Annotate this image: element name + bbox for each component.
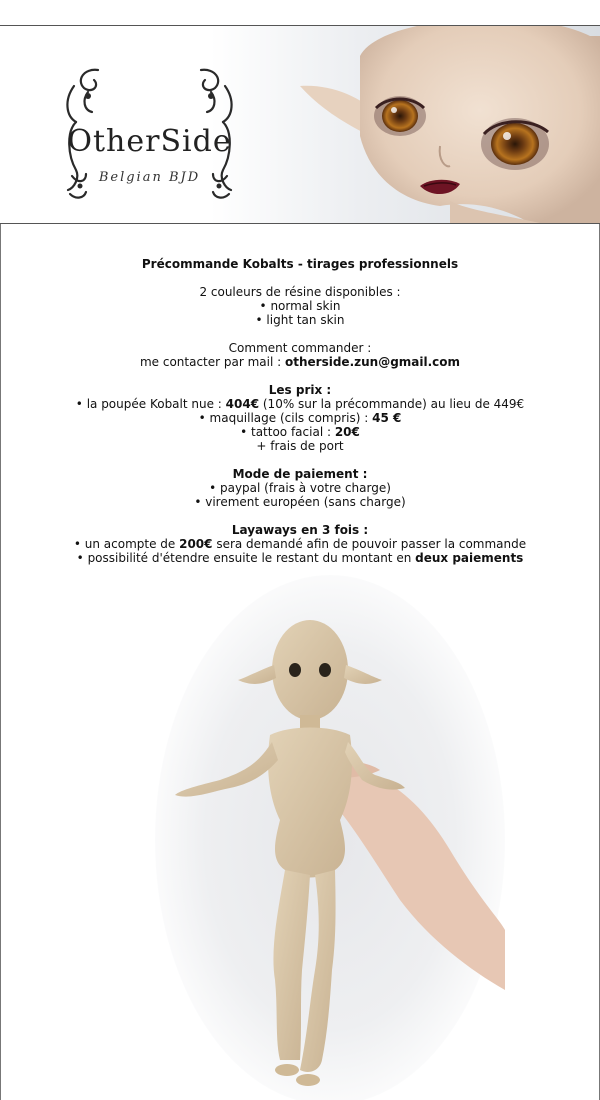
doll-body-photo	[150, 570, 505, 1100]
price-makeup: • maquillage (cils compris) : 45 €	[198, 411, 402, 425]
prices-heading: Les prix :	[268, 383, 332, 397]
header-divider	[0, 223, 600, 224]
order-line: me contacter par mail : otherside.zun@gmail.com	[139, 355, 461, 369]
resin-option: • light tan skin	[255, 313, 345, 327]
header-banner	[0, 26, 600, 223]
brand-name: OtherSide	[67, 124, 232, 159]
price-nude: • la poupée Kobalt nue : 404€ (10% sur la précommande) au lieu de 449€	[75, 397, 525, 411]
price-shipping: + frais de port	[256, 439, 344, 453]
doll-face-image	[300, 26, 600, 223]
payment-heading: Mode de paiement :	[232, 467, 368, 481]
payment-option: • paypal (frais à votre charge)	[209, 481, 391, 495]
layaway-line: • un acompte de 200€ sera demandé afin de pouvoir passer la commande	[73, 537, 527, 551]
price-tattoo: • tattoo facial : 20€	[240, 425, 360, 439]
contact-email[interactable]: otherside.zun@gmail.com	[285, 355, 461, 369]
payment-option: • virement européen (sans charge)	[194, 495, 406, 509]
order-heading: Comment commander :	[228, 341, 372, 355]
layaway-line: • possibilité d'étendre ensuite le restant du montant en deux paiements	[76, 551, 524, 565]
page-title: Précommande Kobalts - tirages professionnels	[141, 257, 459, 271]
brand-logo	[62, 66, 237, 206]
resin-option: • normal skin	[259, 299, 341, 313]
resin-intro: 2 couleurs de résine disponibles :	[199, 285, 401, 299]
brand-tagline: Belgian BJD	[98, 170, 201, 185]
announcement-text	[0, 257, 600, 565]
layaway-heading: Layaways en 3 fois :	[231, 523, 369, 537]
